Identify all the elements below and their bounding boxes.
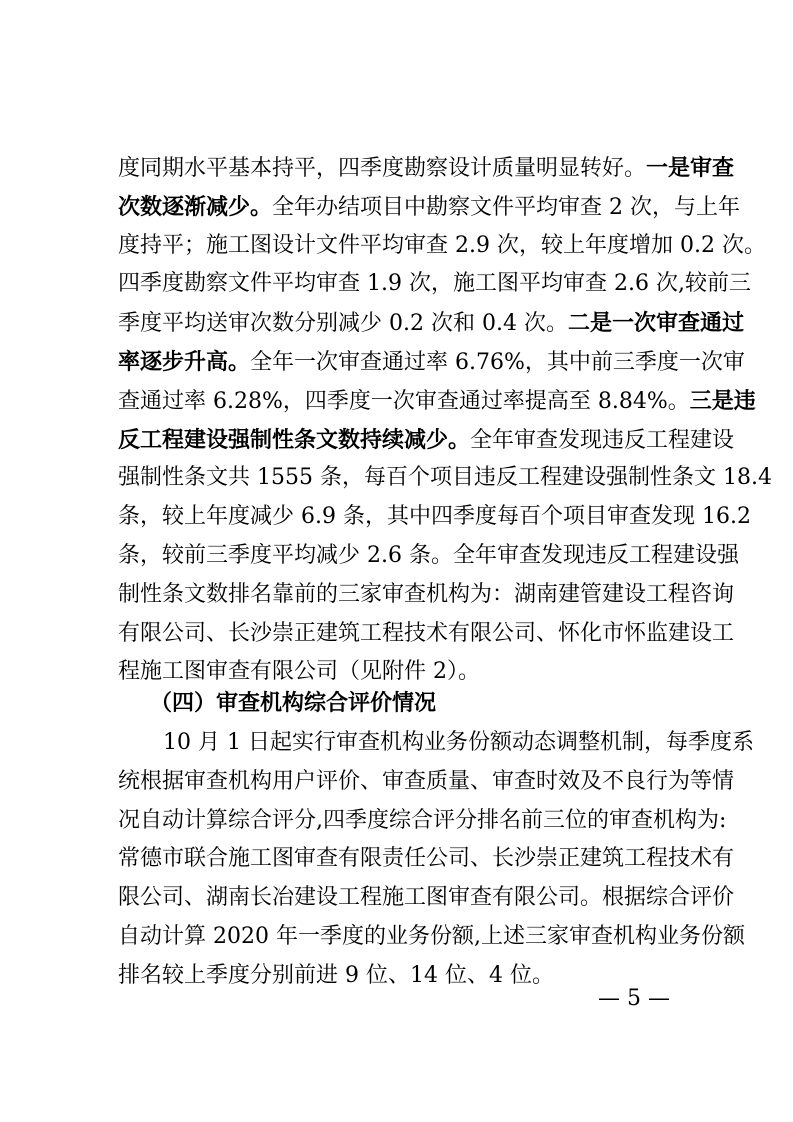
bold-phrase: 二是一次审查通过: [567, 310, 744, 337]
text-line: 限公司、湖南长冶建设工程施工图审查有限公司。根据综合评价: [118, 885, 735, 911]
text-line: [118, 619, 735, 649]
text-run: 查通过率 6.28%，四季度一次审查通过率提高至 8.84%。: [118, 388, 690, 414]
bold-phrase: 三是违: [689, 387, 756, 414]
text-line: [118, 386, 756, 417]
text-run: 四季度勘察文件平均审查 1.9 次，施工图平均审查 2.6 次,较前三: [118, 271, 751, 297]
text-run: 全年审查发现违反工程建设: [470, 427, 735, 453]
text-line: [118, 541, 739, 571]
text-run: 程施工图审查有限公司（见附件 2）。: [118, 659, 480, 685]
text-run: 强制性条文共 1555 条，每百个项目违反工程建设强制性条文 18.4: [118, 465, 772, 491]
text-line: [118, 502, 751, 532]
text-line: [118, 192, 741, 223]
text-line: [118, 425, 735, 456]
bold-phrase: 率逐步升高。: [118, 349, 251, 375]
text-line: 常德市联合施工图审查有限责任公司、长沙崇正建筑工程技术有: [118, 846, 735, 872]
text-line: [118, 347, 745, 378]
text-run: 全年一次审查通过率 6.76%，其中前三季度一次审: [250, 350, 745, 375]
text-line: 10 月 1 日起实行审查机构业务份额动态调整机制，每季度系: [163, 730, 754, 755]
text-run: 度持平；施工图设计文件平均审查 2.9 次，较上年度增加 0.2 次。: [118, 232, 766, 258]
bold-phrase: 一是审查: [646, 155, 735, 181]
text-line: [118, 153, 735, 184]
text-run: 制性条文数排名靠前的三家审查机构为：湖南建管建设工程咨询: [118, 581, 735, 607]
text-run: 有限公司、长沙崇正建筑工程技术有限公司、怀化市怀监建设工: [118, 620, 735, 646]
text-line: 自动计算 2020 年一季度的业务份额,上述三家审查机构业务份额: [118, 924, 745, 949]
text-run: 条，较前三季度平均减少 2.6 条。全年审查发现违反工程建设强: [118, 543, 739, 568]
text-line: [118, 308, 744, 339]
text-run: 条，较上年度减少 6.9 条，其中四季度每百个项目审查发现 16.2: [118, 504, 751, 530]
text-line: [118, 463, 772, 493]
section-heading: （四）审查机构综合评价情况: [150, 690, 437, 716]
bold-phrase: 反工程建设强制性条文数持续减少。: [118, 426, 471, 453]
text-line: 统根据审查机构用户评价、审查质量、审查时效及不良行为等情: [118, 768, 735, 794]
text-line: [118, 269, 751, 299]
text-line: 排名较上季度分别前进 9 位、14 位、4 位。: [118, 962, 554, 988]
text-line: 况自动计算综合评分,四季度综合评分排名前三位的审查机构为:: [118, 807, 727, 833]
text-run: 度同期水平基本持平，四季度勘察设计质量明显转好。: [118, 156, 647, 181]
text-line: [118, 657, 698, 687]
bold-phrase: 次数逐渐减少。: [118, 193, 273, 220]
text-run: 季度平均送审次数分别减少 0.2 次和 0.4 次。: [118, 311, 568, 337]
text-line: [118, 580, 735, 610]
text-run: 全年办结项目中勘察文件平均审查 2 次，与上年: [272, 194, 741, 220]
text-line: [118, 231, 766, 261]
page-number: — 5 —: [598, 986, 670, 1011]
